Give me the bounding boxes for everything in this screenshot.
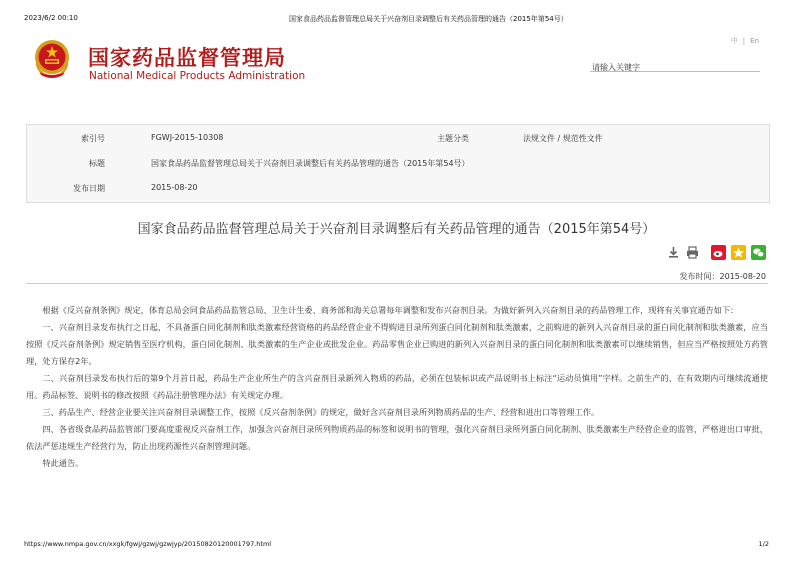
lang-zh-link[interactable]: 中 [730,37,738,45]
search-input[interactable] [590,61,742,75]
paragraph: 特此通告。 [42,458,84,468]
lang-divider: | [742,37,746,45]
print-url: https://www.nmpa.gov.cn/xxgk/fgwj/gzwj/gzwjyp/20150820120001797.html [24,540,272,548]
paragraph: 二、兴奋剂目录发布执行后的第9个月首日起，药品生产企业所生产的含兴奋剂目录新列入物质的药品，必须在包装标识或产品说明书上标注“运动员慎用”字样。之前生产的，在有效期内可继续流通使用。药品标签、说明书的修改按照《药品注册管理办法》有关规定办理。 [26,373,768,400]
print-page-title: 国家食品药品监督管理总局关于兴奋剂目录调整后有关药品管理的通告（2015年第54号） [289,15,568,23]
language-switch [726,36,759,46]
print-page-number: 1/2 [758,540,769,548]
title-value: 国家食品药品监督管理总局关于兴奋剂目录调整后有关药品管理的通告（2015年第54号） [151,159,470,168]
index-label: 索引号 [81,134,105,143]
document-meta-table [26,124,770,203]
paragraph: 三、药品生产、经营企业要关注兴奋剂目录调整工作，按照《反兴奋剂条例》的规定，做好含兴奋剂目录所列物质药品的生产、经营和进出口等管理工作。 [42,407,600,417]
date-value: 2015-08-20 [151,183,198,192]
site-name-cn[interactable]: 国家药品监督管理局 [88,46,286,70]
article-title: 国家食品药品监督管理总局关于兴奋剂目录调整后有关药品管理的通告（2015年第54号） [137,222,656,237]
qzone-icon[interactable] [731,245,746,260]
weibo-icon[interactable] [711,245,726,260]
category-label: 主题分类 [437,134,469,143]
paragraph: 根据《反兴奋剂条例》规定，体育总局会同食品药品监管总局、卫生计生委、商务部和海关总署每年调整和发布兴奋剂目录。为做好新列入兴奋剂目录的药品管理工作，现将有关事宜通告如下： [42,305,739,315]
category-value: 法规文件 / 规范性文件 [523,134,603,143]
site-header [0,34,793,94]
download-icon[interactable] [666,245,681,260]
title-label: 标题 [89,159,105,168]
print-datetime: 2023/6/2 00:10 [24,14,78,22]
publish-time: 发布时间：2015-08-20 [679,272,766,281]
search-box [590,55,760,72]
paragraph: 四、各省级食品药品监管部门要高度重视反兴奋剂工作，加强含兴奋剂目录所列物质药品的标签和说明书的管理，强化兴奋剂目录所列蛋白同化制剂、肽类激素生产经营企业的监管，严格进出口审批，依法严惩违规生产经营行为，防止出现药源性兴奋剂管理问题。 [26,424,768,451]
national-emblem-icon[interactable] [33,39,71,79]
date-label: 发布日期 [73,184,105,193]
index-value: FGWJ-2015-10308 [151,133,224,142]
print-icon[interactable] [685,245,700,260]
paragraph: 一、兴奋剂目录发布执行之日起，不具备蛋白同化制剂和肽类激素经营资格的药品经营企业不得购进目录所列蛋白同化制剂和肽类激素，之前购进的新列入兴奋剂目录的蛋白同化制剂和肽类激素，应当按照《反兴奋剂条例》规定销售至医疗机构，蛋白同化制剂、肽类激素的生产企业或批发企业。药品零售企业已购进的新列入兴奋剂目录的蛋白同化制剂和肽类激素可以继续销售，但应当严格按照处方药管理，处方保存2年。 [26,322,768,366]
wechat-icon[interactable] [751,245,766,260]
divider [26,283,768,284]
site-name-en[interactable]: National Medical Products Administration [89,70,306,82]
lang-en-link[interactable]: En [750,37,759,45]
article-body [26,302,768,472]
